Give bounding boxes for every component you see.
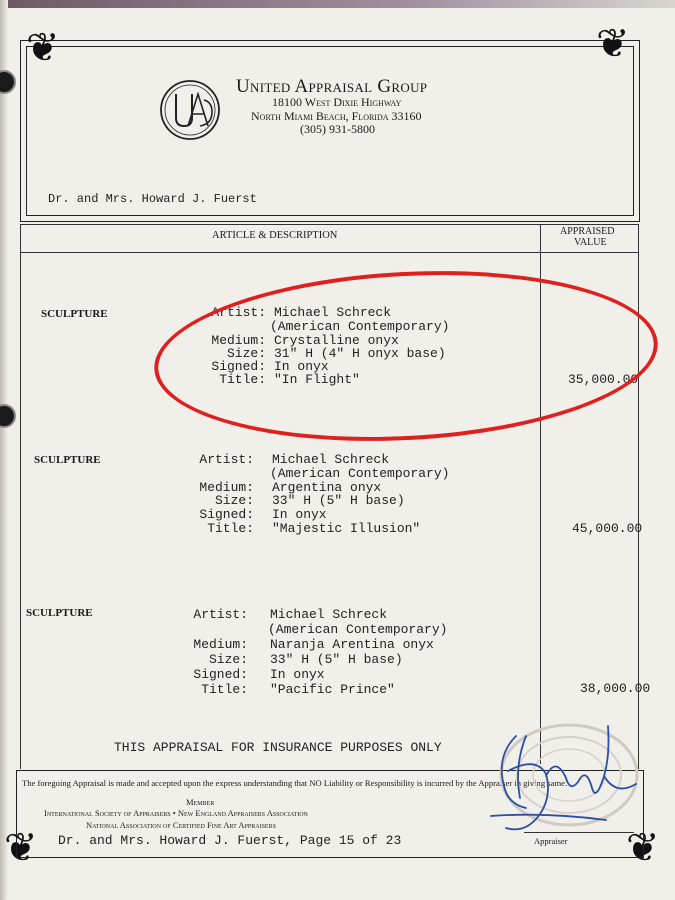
- size-label: Size:: [226, 346, 266, 361]
- item-title: "Majestic Illusion": [272, 521, 421, 536]
- table-header-rule: [20, 252, 638, 253]
- page-number-line: Dr. and Mrs. Howard J. Fuerst, Page 15 of 23: [58, 833, 402, 848]
- size-label: Size:: [214, 493, 254, 508]
- company-name: United Appraisal Group: [236, 76, 428, 97]
- association-line2: National Association of Certified Fine Art Appraisers: [86, 820, 276, 830]
- item-size: 33" H (5" H base): [272, 493, 405, 508]
- ornament-icon: ❦: [26, 25, 60, 71]
- column-header-description: ARTICLE & DESCRIPTION: [212, 230, 338, 241]
- company-address-line2: North Miami Beach, Florida 33160: [251, 109, 422, 123]
- item-size: 31" H (4" H onyx base): [274, 346, 446, 361]
- item-artist: Michael Schreck: [274, 305, 392, 320]
- ornament-icon: ❦: [4, 825, 38, 871]
- item-medium: Argentina onyx: [272, 480, 382, 495]
- title-label: Title:: [219, 372, 266, 387]
- purpose-statement: THIS APPRAISAL FOR INSURANCE PURPOSES ONLY: [114, 740, 442, 755]
- association-line1: International Society of Appraisers • New England Appraisers Association: [44, 808, 308, 818]
- liability-disclaimer: The foregoing Appraisal is made and accepted upon the express understanding that NO Liability or Responsibility is incurred by the Appraiser in giving same.: [22, 778, 568, 788]
- item-artist: Michael Schreck: [272, 452, 390, 467]
- artist-label: Artist:: [199, 452, 254, 467]
- company-phone: (305) 931-5800: [300, 122, 375, 136]
- item-signed: In onyx: [272, 507, 327, 522]
- item-value: 38,000.00: [580, 681, 651, 696]
- member-label: Member: [186, 797, 215, 807]
- item-category: SCULPTURE: [41, 308, 108, 320]
- item-title: "Pacific Prince": [270, 682, 395, 697]
- table-left-rule: [20, 224, 21, 769]
- medium-label: Medium:: [211, 333, 266, 348]
- client-name: Dr. and Mrs. Howard J. Fuerst: [48, 192, 257, 206]
- highlight-circle: [150, 259, 662, 453]
- title-label: Title:: [207, 521, 254, 536]
- ornament-icon: ❦: [626, 825, 660, 871]
- title-label: Title:: [201, 682, 248, 697]
- item-category: SCULPTURE: [26, 607, 93, 619]
- appraiser-label: Appraiser: [534, 836, 568, 846]
- item-artist-note: (American Contemporary): [268, 622, 448, 637]
- binder-ring: [0, 404, 16, 428]
- item-value: 35,000.00: [568, 372, 639, 387]
- medium-label: Medium:: [193, 637, 248, 652]
- table-top-rule: [20, 224, 638, 225]
- page-edge-shadow: [0, 0, 8, 900]
- column-header-value-line2: VALUE: [574, 237, 607, 248]
- column-header-value-line1: APPRAISED: [560, 226, 615, 237]
- item-category: SCULPTURE: [34, 454, 101, 466]
- size-label: Size:: [208, 652, 248, 667]
- handwritten-signature-icon: [486, 716, 646, 850]
- signed-label: Signed:: [193, 667, 248, 682]
- item-medium: Crystalline onyx: [274, 333, 399, 348]
- item-title: "In Flight": [274, 372, 360, 387]
- item-artist-note: (American Contemporary): [270, 466, 450, 481]
- item-medium: Naranja Arentina onyx: [270, 637, 434, 652]
- item-size: 33" H (5" H base): [270, 652, 403, 667]
- artist-label: Artist:: [211, 305, 266, 320]
- binder-ring: [0, 70, 16, 94]
- ornament-icon: ❦: [596, 21, 630, 67]
- item-signed: In onyx: [274, 359, 329, 374]
- item-value: 45,000.00: [572, 521, 643, 536]
- signed-label: Signed:: [199, 507, 254, 522]
- medium-label: Medium:: [199, 480, 254, 495]
- item-artist: Michael Schreck: [270, 607, 388, 622]
- artist-label: Artist:: [193, 607, 248, 622]
- company-logo-icon: [158, 78, 222, 142]
- signed-label: Signed:: [211, 359, 266, 374]
- company-address-line1: 18100 West Dixie Highway: [272, 95, 402, 109]
- item-signed: In onyx: [270, 667, 325, 682]
- background-strip: [0, 0, 675, 8]
- item-artist-note: (American Contemporary): [270, 319, 450, 334]
